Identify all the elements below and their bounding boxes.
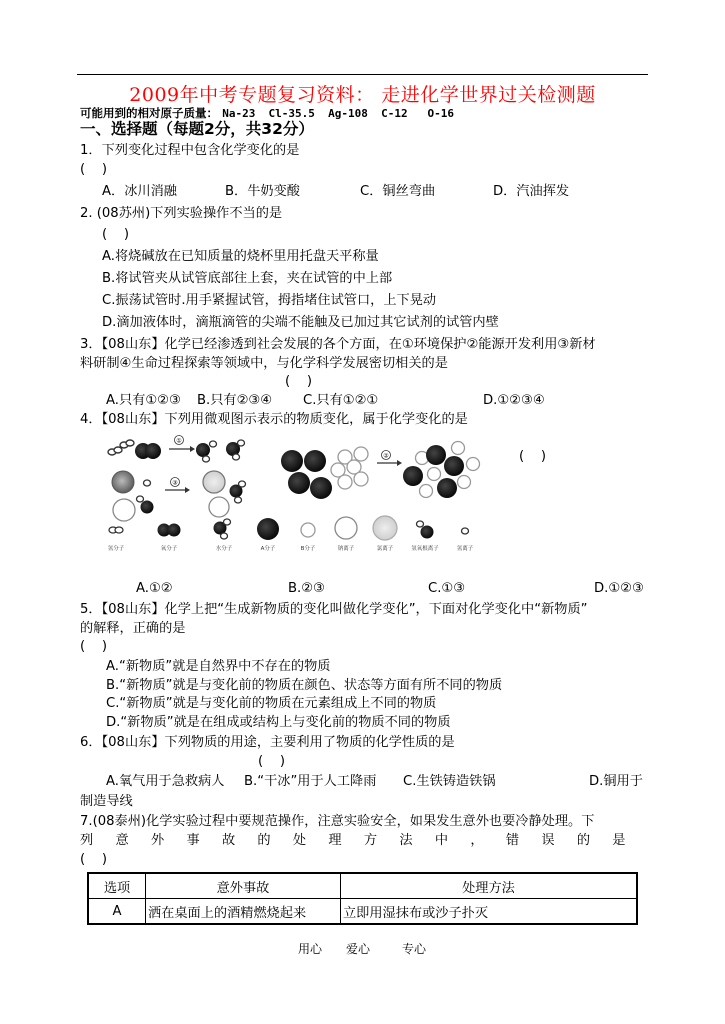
svg-text:氢氧根离子: 氢氧根离子 (411, 546, 439, 552)
table-cell-accident: 洒在桌面上的酒精燃烧起来 (146, 899, 341, 925)
b-molecule-icon (338, 475, 352, 489)
chloride-ion-icon (112, 471, 134, 493)
legend-a-molecule (257, 518, 279, 552)
svg-text:氧分子: 氧分子 (160, 546, 178, 552)
q3-stem-line1: 3．【08山东】化学已经渗透到社会发展的各个方面，在①环境保护②能源开发利用③新材 (80, 337, 596, 352)
legend-b-molecule (301, 523, 316, 552)
q6-stem: 6．【08山东】下列物质的用途，主要利用了物质的化学性质的是 (80, 735, 455, 750)
q6-option-d-continued: 制造导线 (80, 794, 133, 809)
q3-answer-blank[interactable]: ( ) (285, 374, 313, 389)
b-molecule-icon (354, 472, 368, 486)
chloride-ion-icon (203, 471, 225, 493)
q5-option-b[interactable]: B.“新物质”就是与变化前的物质在颜色、状态等方面有所不同的物质 (106, 678, 503, 693)
q4-stem: 4．【08山东】下列用微观图示表示的物质变化，属于化学变化的是 (80, 412, 468, 427)
header-rule (77, 74, 648, 75)
table-header-option: 选项 (88, 873, 146, 899)
footer-item: 专心 (402, 942, 427, 956)
hydroxide-ion-icon (137, 496, 154, 514)
svg-text:钠离子: 钠离子 (337, 546, 355, 552)
hydrogen-molecule-icon (108, 440, 134, 455)
reaction-label-3: ③ (172, 479, 178, 487)
page-title: 2009年中考专题复习资料： 走进化学世界过关检测题 (129, 84, 596, 106)
q4-option-c[interactable]: C.①③ (428, 581, 466, 596)
reaction-1 (108, 436, 245, 463)
q1-option-c[interactable]: C．铜丝弯曲 (360, 184, 436, 199)
q1-answer-blank[interactable]: ( ) (80, 162, 108, 177)
q6-option-a[interactable]: A.氧气用于急救病人 (106, 774, 225, 789)
q5-option-c[interactable]: C.“新物质”就是与变化前的物质在元素组成上不同的物质 (106, 696, 437, 711)
water-molecule-icon (230, 481, 246, 503)
sodium-ion-icon (113, 499, 135, 521)
reaction-3 (112, 471, 246, 521)
svg-text:氯离子: 氯离子 (376, 546, 394, 552)
legend-sodium-ion (335, 517, 357, 552)
q5-stem-line1: 5．【08山东】化学上把“生成新物质的变化叫做化学变化”，下面对化学变化中“新物质” (80, 602, 588, 617)
q2-option-a[interactable]: A.将烧碱放在已知质量的烧杯里用托盘天平称量 (102, 249, 379, 264)
q4-option-b[interactable]: B.②③ (288, 581, 325, 596)
b-molecule-icon (354, 447, 368, 461)
table-header-row (88, 873, 637, 899)
reaction-2 (281, 442, 480, 500)
q3-option-b[interactable]: B.只有②③④ (197, 393, 273, 408)
a-molecule-icon (288, 472, 310, 494)
legend-chloride-ion (373, 516, 397, 552)
accident-table (87, 872, 638, 925)
svg-text:氢分子: 氢分子 (107, 546, 125, 552)
atomic-mass-label: 可能用到的相对原子质量： (80, 106, 218, 120)
q4-option-a[interactable]: A.①② (136, 581, 173, 596)
q4-answer-blank[interactable]: ( ) (519, 449, 547, 464)
q5-option-d[interactable]: D.“新物质”就是在组成或结构上与变化前的物质不同的物质 (106, 715, 451, 730)
table-cell-method: 立即用湿抹布或沙子扑灭 (341, 899, 638, 925)
q6-option-b[interactable]: B.“干冰”用于人工降雨 (244, 774, 377, 789)
q4-option-d[interactable]: D.①②③ (594, 581, 644, 596)
q7-stem-line1: 7.(08泰州)化学实验过程中要规范操作，注意实验安全，如果发生意外也要冷静处理。下 (80, 814, 595, 829)
table-header-method: 处理方法 (341, 873, 638, 899)
svg-text:氢离子: 氢离子 (456, 546, 474, 552)
svg-text:水分子: 水分子 (215, 546, 233, 552)
sodium-ion-icon (209, 497, 229, 517)
oxygen-molecule-icon (135, 443, 161, 459)
q2-answer-blank[interactable]: ( ) (102, 227, 130, 242)
hydrogen-ion-icon (144, 480, 151, 486)
section-heading: 一、选择题（每题2分，共32分） (80, 120, 314, 138)
a-molecule-icon (281, 450, 303, 472)
svg-text:A分子: A分子 (260, 546, 276, 552)
q6-answer-blank[interactable]: ( ) (258, 754, 286, 769)
q1-option-b[interactable]: B．牛奶变酸 (225, 184, 300, 199)
q7-stem-line2: 列意外事故的处理方法中，错误的是 (80, 833, 648, 848)
svg-text:B分子: B分子 (300, 546, 316, 552)
q2-stem: 2. (08苏州)下列实验操作不当的是 (80, 206, 283, 221)
table-row (88, 899, 637, 925)
atomic-mass-values: Na-23 Cl-35.5 Ag-108 C-12 O-16 (222, 107, 454, 120)
q1-stem: 1．下列变化过程中包含化学变化的是 (80, 143, 300, 158)
reaction-label-2: ② (383, 452, 389, 460)
q3-option-c[interactable]: C.只有①②① (303, 393, 379, 408)
table-cell-option: A (88, 899, 146, 925)
diagram-legend (108, 516, 474, 552)
q1-option-a[interactable]: A．冰川消融 (102, 184, 177, 199)
q5-answer-blank[interactable]: ( ) (80, 639, 108, 654)
table-header-accident: 意外事故 (146, 873, 341, 899)
legend-hydroxide-ion (411, 521, 439, 552)
a-molecule-icon (310, 477, 332, 499)
q6-option-c[interactable]: C.生铁铸造铁锅 (403, 774, 496, 789)
q3-option-a[interactable]: A.只有①②③ (106, 393, 181, 408)
footer-item: 用心 (298, 942, 323, 956)
q3-stem-line2: 料研制④生命过程探索等领域中，与化学科学发展密切相关的是 (80, 356, 448, 371)
water-molecule-icon (226, 440, 245, 460)
q2-option-c[interactable]: C.振荡试管时.用手紧握试管，拇指堵住试管口，上下晃动 (102, 293, 437, 308)
q2-option-b[interactable]: B.将试管夹从试管底部往上套，夹在试管的中上部 (102, 271, 393, 286)
legend-water-molecule (214, 519, 233, 552)
q5-stem-line2: 的解释，正确的是 (80, 621, 186, 636)
q3-option-d[interactable]: D.①②③④ (483, 393, 545, 408)
legend-hydrogen-molecule (108, 527, 125, 552)
q2-option-d[interactable]: D.滴加液体时，滴瓶滴管的尖端不能触及已加过其它试剂的试管内壁 (102, 315, 499, 330)
q5-option-a[interactable]: A.“新物质”就是自然界中不存在的物质 (106, 659, 331, 674)
q1-option-d[interactable]: D．汽油挥发 (493, 184, 570, 199)
q6-option-d[interactable]: D.铜用于 (589, 774, 643, 789)
a-molecule-icon (304, 450, 326, 472)
reaction-label-1: ① (176, 437, 182, 445)
legend-oxygen-molecule (158, 524, 181, 553)
footer-item: 爱心 (346, 942, 371, 956)
water-molecule-icon (196, 441, 217, 462)
legend-hydrogen-ion (457, 528, 474, 552)
molecular-diagram (95, 430, 560, 560)
q7-answer-blank[interactable]: ( ) (80, 852, 108, 867)
